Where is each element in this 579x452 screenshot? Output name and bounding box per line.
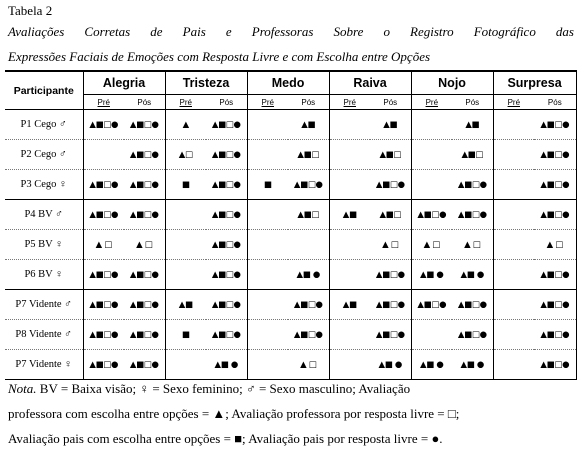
participant-name: P7 Vidente ♀: [5, 350, 83, 380]
pos-header: Pós: [534, 95, 576, 110]
participant-name: P5 BV ♀: [5, 230, 83, 260]
evaluation-cell: ▲■□●: [206, 320, 247, 350]
evaluation-cell: [411, 170, 452, 200]
pos-header: Pós: [452, 95, 493, 110]
evaluation-cell: [493, 350, 534, 380]
pre-header: [247, 95, 288, 110]
pre-header: [411, 95, 452, 110]
evaluation-cell: ▲: [165, 110, 206, 140]
evaluation-cell: ▲■□●: [124, 350, 165, 380]
evaluation-cell: ▲■□: [452, 140, 493, 170]
evaluation-cell: [493, 140, 534, 170]
table-row: [5, 110, 576, 140]
note-label: Nota.: [8, 381, 37, 396]
note-line-3: Avaliação pais com escolha entre opções = ■; Avaliação pais por resposta livre = ●.: [8, 431, 443, 446]
evaluation-cell: ▲■□●: [534, 200, 576, 230]
pos-header: Pós: [288, 95, 329, 110]
evaluation-cell: ▲■□●: [124, 290, 165, 320]
evaluation-cell: ▲■□●: [452, 200, 493, 230]
pre-label: Pré: [507, 97, 521, 107]
evaluation-cell: [165, 200, 206, 230]
evaluation-cell: [247, 110, 288, 140]
evaluation-cell: [329, 350, 370, 380]
participant-name: P6 BV ♀: [5, 260, 83, 290]
evaluation-cell: ▲■□●: [83, 260, 124, 290]
evaluation-cell: ▲■□●: [534, 110, 576, 140]
evaluation-cell: ▲■: [370, 110, 411, 140]
evaluation-cell: ▲■ ●: [411, 260, 452, 290]
table-row: [5, 320, 576, 350]
evaluation-cell: [329, 110, 370, 140]
participant-name: P3 Cego ♀: [5, 170, 83, 200]
pre-label: Pré: [179, 97, 192, 107]
evaluation-cell: ▲■□●: [206, 200, 247, 230]
evaluation-cell: ▲■□: [370, 140, 411, 170]
evaluation-cell: ■: [165, 320, 206, 350]
evaluation-cell: [247, 350, 288, 380]
pre-label: Pré: [425, 97, 439, 107]
evaluation-cell: [329, 170, 370, 200]
evaluation-cell: ▲■□●: [83, 200, 124, 230]
note-line-1: [8, 381, 574, 397]
evaluation-cell: [411, 110, 452, 140]
evaluation-cell: ▲■□●: [124, 260, 165, 290]
evaluation-cell: [247, 320, 288, 350]
evaluation-cell: ▲■□●: [83, 170, 124, 200]
participant-header: Participante: [5, 71, 83, 110]
table-row: [5, 170, 576, 200]
table-title-line-2: Expressões Faciais de Emoções com Resposta Livre e com Escolha entre Opções: [8, 49, 431, 64]
evaluation-cell: ▲ □: [124, 230, 165, 260]
evaluation-cell: ▲■□●: [370, 290, 411, 320]
emotion-header: Alegria: [83, 71, 165, 95]
evaluation-cell: [493, 170, 534, 200]
note-text-1: BV = Baixa visão; ♀ = Sexo feminino; ♂ = Sexo masculino; Avaliação: [36, 381, 411, 396]
pre-header: [165, 95, 206, 110]
evaluation-cell: [247, 290, 288, 320]
evaluation-cell: [493, 110, 534, 140]
evaluation-cell: ▲■ ●: [370, 350, 411, 380]
evaluation-cell: ▲ □: [452, 230, 493, 260]
evaluation-cell: ▲■: [288, 110, 329, 140]
evaluation-cell: ▲■□●: [124, 320, 165, 350]
evaluation-cell: ▲■□●: [124, 110, 165, 140]
evaluation-cell: [165, 230, 206, 260]
evaluation-cell: ▲■: [452, 110, 493, 140]
emotion-header: Tristeza: [165, 71, 247, 95]
evaluation-cell: ▲■□●: [206, 170, 247, 200]
evaluation-cell: ▲■□●: [534, 170, 576, 200]
table-label: Tabela 2: [8, 3, 53, 18]
evaluation-cell: ▲■ ●: [452, 350, 493, 380]
pre-header: [329, 95, 370, 110]
pre-header: [83, 95, 124, 110]
pos-header: Pós: [124, 95, 165, 110]
evaluation-cell: ▲■□●: [452, 170, 493, 200]
evaluation-cell: [493, 200, 534, 230]
evaluation-cell: ▲■□: [288, 140, 329, 170]
evaluation-cell: ■: [247, 170, 288, 200]
evaluation-cell: ▲■□●: [534, 260, 576, 290]
evaluation-cell: ▲■□●: [534, 350, 576, 380]
emotion-header: Medo: [247, 71, 329, 95]
participant-name: P7 Vidente ♂: [5, 290, 83, 320]
table-row: [5, 350, 576, 380]
pos-header: Pós: [370, 95, 411, 110]
evaluation-cell: ▲■□●: [452, 290, 493, 320]
evaluation-cell: ▲■□●: [288, 320, 329, 350]
evaluation-cell: ▲■: [165, 290, 206, 320]
evaluation-cell: ▲ □: [288, 350, 329, 380]
evaluation-cell: ▲■□: [288, 200, 329, 230]
evaluation-cell: [247, 260, 288, 290]
participant-name: P2 Cego ♂: [5, 140, 83, 170]
evaluation-cell: ▲■□●: [83, 110, 124, 140]
participant-name: P4 BV ♂: [5, 200, 83, 230]
evaluation-cell: ▲■□●: [534, 320, 576, 350]
evaluation-cell: ■: [165, 170, 206, 200]
evaluation-cell: [493, 290, 534, 320]
pre-header: [493, 95, 534, 110]
evaluation-cell: [411, 320, 452, 350]
evaluation-cell: ▲■□●: [411, 200, 452, 230]
participant-name: P8 Vidente ♂: [5, 320, 83, 350]
evaluation-cell: ▲■□●: [206, 110, 247, 140]
evaluation-cell: [329, 320, 370, 350]
evaluation-cell: ▲ □: [534, 230, 576, 260]
evaluation-cell: ▲■□●: [206, 230, 247, 260]
evaluation-cell: ▲■□●: [288, 290, 329, 320]
table-row: [5, 140, 576, 170]
emotion-header: Surpresa: [493, 71, 576, 95]
evaluation-cell: ▲ □: [411, 230, 452, 260]
evaluation-cell: ▲■□●: [411, 290, 452, 320]
evaluation-cell: ▲□: [165, 140, 206, 170]
evaluation-cell: ▲■□●: [206, 140, 247, 170]
pre-label: Pré: [343, 97, 356, 107]
evaluation-cell: [247, 200, 288, 230]
evaluation-cell: [165, 350, 206, 380]
evaluation-cell: ▲■ ●: [452, 260, 493, 290]
evaluation-cell: [247, 140, 288, 170]
evaluation-cell: [165, 260, 206, 290]
evaluation-cell: [493, 230, 534, 260]
results-table: [5, 70, 577, 380]
table-row: [5, 260, 576, 290]
evaluation-cell: ▲■□: [370, 200, 411, 230]
table-row: [5, 290, 576, 320]
evaluation-cell: [329, 230, 370, 260]
evaluation-cell: ▲ □: [370, 230, 411, 260]
evaluation-cell: ▲■□●: [370, 260, 411, 290]
evaluation-cell: ▲■□●: [83, 290, 124, 320]
evaluation-cell: ▲■□●: [206, 290, 247, 320]
evaluation-cell: ▲■□●: [124, 140, 165, 170]
evaluation-cell: [493, 260, 534, 290]
evaluation-cell: ▲■□●: [83, 320, 124, 350]
pos-header: Pós: [206, 95, 247, 110]
evaluation-cell: ▲ □: [83, 230, 124, 260]
evaluation-cell: ▲■□●: [370, 170, 411, 200]
evaluation-cell: [247, 230, 288, 260]
evaluation-cell: ▲■: [329, 200, 370, 230]
evaluation-cell: ▲■□●: [124, 170, 165, 200]
evaluation-cell: [83, 140, 124, 170]
evaluation-cell: [411, 140, 452, 170]
evaluation-cell: [329, 260, 370, 290]
table-row: [5, 200, 576, 230]
note-line-2: professora com escolha entre opções = ▲; Avaliação professora por resposta livre = □;: [8, 406, 460, 421]
evaluation-cell: [493, 320, 534, 350]
evaluation-cell: ▲■ ●: [288, 260, 329, 290]
evaluation-cell: ▲■: [329, 290, 370, 320]
evaluation-cell: ▲■□●: [206, 260, 247, 290]
evaluation-cell: ▲■□●: [124, 200, 165, 230]
table-row: [5, 230, 576, 260]
evaluation-cell: ▲■ ●: [411, 350, 452, 380]
pre-label: Pré: [261, 97, 274, 107]
pre-label: Pré: [97, 97, 110, 107]
evaluation-cell: ▲■□●: [534, 290, 576, 320]
emotion-header: Nojo: [411, 71, 493, 95]
evaluation-cell: ▲■ ●: [206, 350, 247, 380]
emotion-header: Raiva: [329, 71, 411, 95]
evaluation-cell: [329, 140, 370, 170]
evaluation-cell: [288, 230, 329, 260]
participant-name: P1 Cego ♂: [5, 110, 83, 140]
evaluation-cell: ▲■□●: [83, 350, 124, 380]
evaluation-cell: ▲■□●: [452, 320, 493, 350]
evaluation-cell: ▲■□●: [288, 170, 329, 200]
evaluation-cell: ▲■□●: [534, 140, 576, 170]
table-title-line-1: Avaliações Corretas de Pais e Professoras Sobre o Registro Fotográfico das: [8, 24, 574, 39]
evaluation-cell: ▲■□●: [370, 320, 411, 350]
